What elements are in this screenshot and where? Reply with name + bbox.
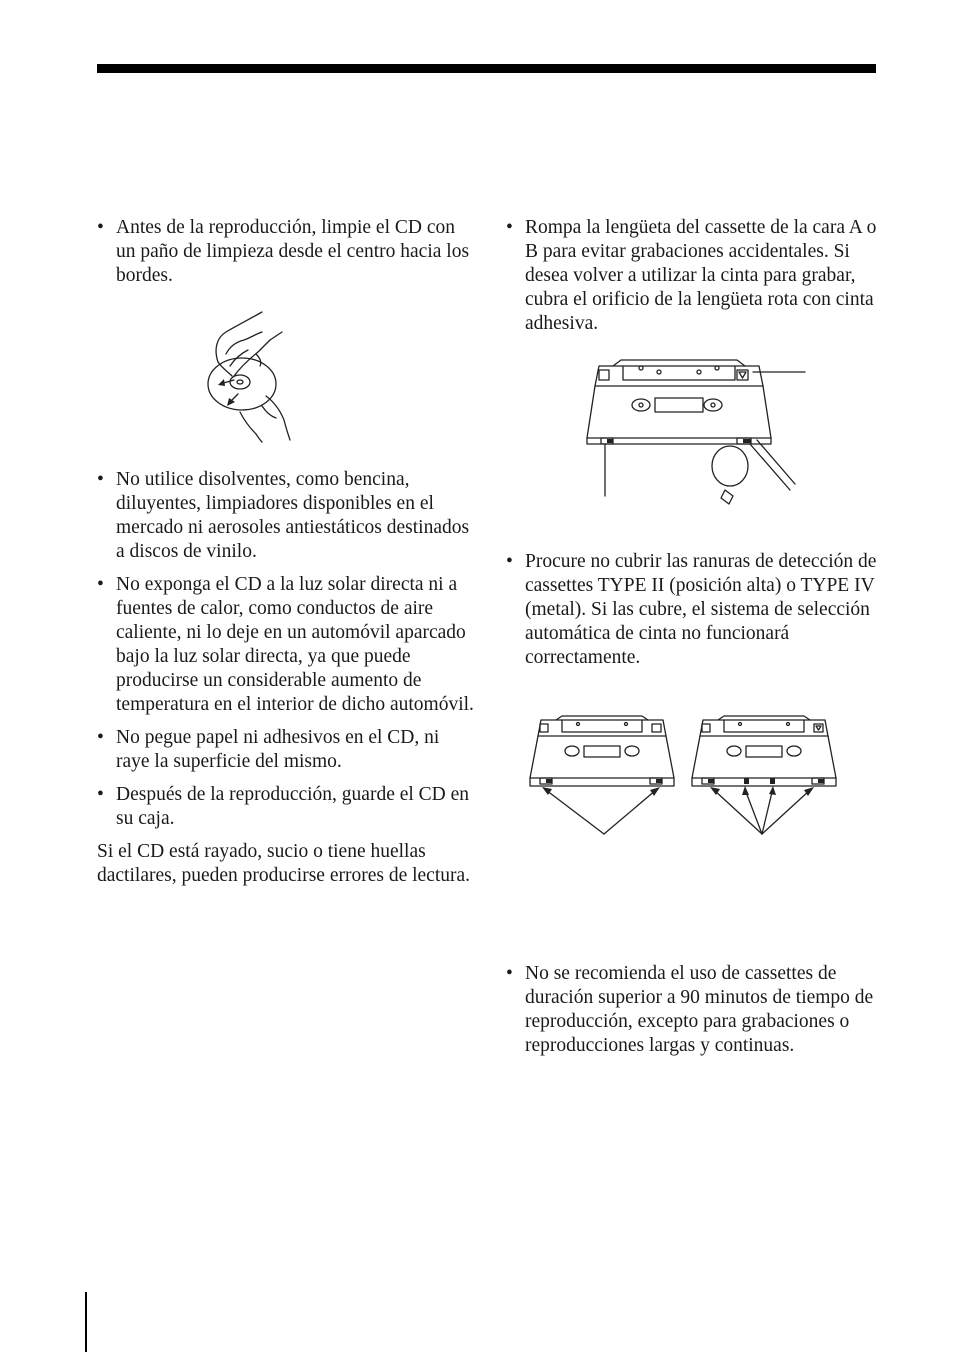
bullet-dot: •: [97, 784, 104, 805]
list-item: [97, 726, 477, 774]
list-item: [97, 573, 477, 717]
bullet-dot: •: [506, 963, 513, 984]
cd-cleaning-illustration: [200, 302, 300, 442]
type-iv-cassette: [692, 716, 836, 786]
header-rule: [97, 64, 876, 73]
solvent-warning: No utilice disolventes, como bencina, diluyentes, limpiadores disponibles en el mercado ni aerosoles antiestáticos destinados a discos de vinilo.: [116, 469, 470, 562]
adhesive-warning: No pegue papel ni adhesivos en el CD, ni raye la superficie del mismo.: [116, 727, 440, 772]
detection-slot-warning: Procure no cubrir las ranuras de detección de cassettes TYPE II (posición alta) o TYPE IV (metal). Si las cubre, el sistema de selección automática de cinta no funcionará correctamente.: [525, 551, 877, 668]
right-column-middle: [506, 550, 878, 679]
right-column-lower: [506, 962, 878, 1067]
bullet-dot: •: [97, 217, 104, 238]
list-item: [97, 468, 477, 564]
read-error-note: Si el CD está rayado, sucio o tiene huellas dactilares, pueden producirse errores de lectura.: [97, 841, 471, 886]
heat-warning: No exponga el CD a la luz solar directa ni a fuentes de calor, como conductos de aire caliente, ni lo deje en un automóvil aparcado bajo la luz solar directa, ya que puede producirse un considerable aumento de temperatura en el interior de dicho automóvil.: [116, 574, 474, 715]
cd-cleaning-instruction: Antes de la reproducción, limpie el CD con un paño de limpieza desde el centro hacia los bordes.: [116, 217, 470, 286]
type-ii-cassette: [530, 716, 674, 786]
bullet-dot: •: [97, 469, 104, 490]
list-item: [506, 550, 878, 670]
long-tape-warning: No se recomienda el uso de cassettes de duración superior a 90 minutos de tiempo de reproducción, excepto para grabaciones o reproducciones largas y continuas.: [525, 963, 874, 1056]
bullet-dot: •: [506, 217, 513, 238]
bullet-dot: •: [506, 551, 513, 572]
bullet-dot: •: [97, 727, 104, 748]
cassette-types-illustration: [528, 716, 840, 838]
cassette-tab-illustration: [585, 358, 810, 508]
right-column: [506, 216, 878, 345]
list-item: [506, 216, 878, 336]
list-item: [97, 783, 477, 831]
storage-instruction: Después de la reproducción, guarde el CD en su caja.: [116, 784, 470, 829]
left-column-lower: [97, 468, 477, 888]
list-item: [506, 962, 878, 1058]
bullet-dot: •: [97, 574, 104, 595]
page-edge-rule: [85, 1292, 87, 1352]
left-column: [97, 216, 477, 297]
cassette-tab-instruction: Rompa la lengüeta del cassette de la cara A o B para evitar grabaciones accidentales. Si desea volver a utilizar la cinta para grabar, cubra el orificio de la lengüeta rota con cinta adhesiva.: [525, 217, 877, 334]
list-item: [97, 216, 477, 288]
